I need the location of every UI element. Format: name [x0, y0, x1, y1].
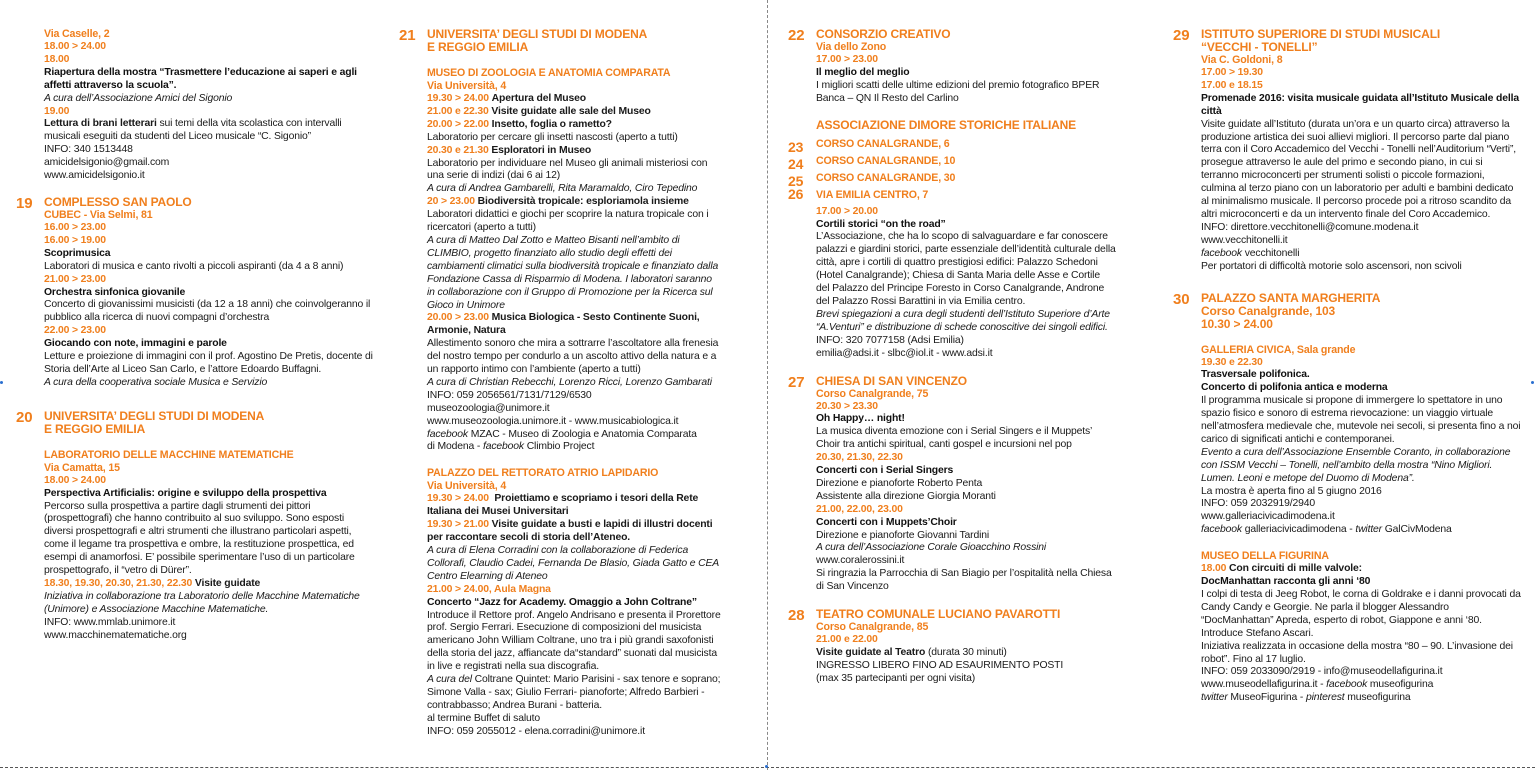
column-3: [788, 27, 1116, 699]
email-link[interactable]: emilia@adsi.it - slbc@iol.it - www.adsi.it: [816, 347, 993, 359]
time: 21.00 e 22.30: [427, 105, 489, 117]
venue-number: 29: [1173, 27, 1190, 44]
time: 19.30 e 22.30: [1201, 356, 1263, 368]
social-link[interactable]: GalCivModena: [1382, 524, 1452, 536]
event-text: (durata 30 minuti): [925, 647, 1007, 658]
social-label: pinterest: [1305, 692, 1345, 704]
event-text: Letture e proiezione di immagini con il prof. Agostino De Pretis, docente di Storia dell’Arte al Liceo San Carlo, e l’attore Edoardo Buffagni.: [44, 351, 373, 375]
event-text: Visite guidate all’Istituto (durata un’ora e un quarto circa) attraverso la produzione artistica dei suoi allievi migliori. Il percorso parte dal piano terra con il Coro Accademico del Vecchi - Tonelli nell’Auditorium “Verti”, prosegue attraverso le aule del primo e secondo piano, in cui si terranno microconcerti per strumenti solisti o piccole formazioni, culmina al terzo piano con un laboratorio per adulti e bambini dedicato al minimalismo musicale. Il percorso procede poi a ritroso scandito da altri microconcerti e da un intervento finale del Coro Accademico.: [1201, 118, 1517, 220]
time: 21.00, 22.00, 23.00: [816, 503, 903, 515]
event-title: Biodiversità tropicale: esploriamola insieme: [477, 196, 689, 208]
event-block-19: [16, 194, 374, 390]
time: 19.00: [44, 105, 70, 117]
event-title: Promenade 2016: visita musicale guidata all’Istituto Musicale della città: [1201, 92, 1519, 117]
social-label: twitter: [1355, 524, 1382, 536]
event-title: DocManhattan racconta gli anni ‘80: [1201, 576, 1371, 588]
venue-number: 23: [788, 138, 804, 155]
event-text: Laboratorio per cercare gli insetti nascosti (aperto a tutti): [427, 131, 678, 143]
web-link[interactable]: www.macchinematematiche.org: [44, 629, 187, 641]
sub-venue: LABORATORIO DELLE MACCHINE MATEMATICHE: [44, 448, 294, 461]
venue-address: CUBEC - Via Selmi, 81: [44, 208, 153, 221]
registration-dot-right: [1531, 381, 1534, 384]
sub-venue: PALAZZO DEL RETTORATO ATRIO LAPIDARIO: [427, 467, 659, 480]
venue-number: 19: [16, 194, 33, 212]
venue-number: 22: [788, 27, 805, 44]
event-title: Il meglio del meglio: [816, 66, 910, 78]
column-4: [1173, 27, 1521, 718]
time: 20.00 > 23.00: [427, 312, 489, 324]
event-text: Allestimento sonoro che mira a sottrarre l’ascoltatore alla frenesia del nostro tempo per condurlo a un ascolto attivo della natura e a un rapporto intimo con l’ambiente (aperto a tutti): [427, 338, 719, 376]
time: 19.30 > 21.00: [427, 519, 489, 531]
time: 18.30, 19.30, 20.30, 21.30, 22.30: [44, 578, 193, 589]
event-text: Per portatori di difficoltà motorie solo ascensori, non scivoli: [1201, 260, 1462, 272]
event-text: Iniziativa realizzata in occasione della mostra “80 – 90. L’invasione dei robot”. Fino al 17 luglio.: [1201, 640, 1513, 665]
venue-address: CORSO CANALGRANDE, 6: [816, 137, 950, 150]
venue-address: Corso Canalgrande, 85: [816, 621, 929, 634]
venue-address: Via C. Goldoni, 8: [1201, 54, 1283, 66]
event-title: Proiettiamo e scopriamo i tesori della Rete Italiana dei Musei Universitari: [427, 493, 699, 518]
event-title: Visite guidate al Teatro: [816, 647, 926, 658]
curator: A cura di Christian Rebecchi, Lorenzo Ricci, Lorenzo Gambarati: [427, 376, 712, 388]
event-title: Lettura di brani letterari: [44, 118, 157, 130]
venue-number: 30: [1173, 290, 1190, 308]
event-title: Con circuiti di mille valvole:: [1229, 563, 1362, 575]
info: INFO: 340 1513448: [44, 144, 133, 156]
sub-venue: MUSEO DI ZOOLOGIA E ANATOMIA COMPARATA: [427, 67, 671, 79]
event-block-30: [1173, 290, 1521, 538]
time: 19.30 > 24.00: [427, 93, 489, 104]
time: 18.00 > 24.00: [44, 41, 106, 52]
social-label: facebook: [1201, 247, 1242, 259]
venue-name: UNIVERSITA’ DEGLI STUDI DI MODENA: [427, 27, 648, 41]
event-title: Concerti con i Muppets’Choir: [816, 516, 957, 528]
email-link[interactable]: amicidelsigonio@gmail.com: [44, 157, 170, 169]
venue-address: CORSO CANALGRANDE, 30: [816, 171, 956, 184]
event-title: Visite guidate alle sale del Museo: [491, 105, 651, 117]
curator: A cura di Andrea Gambarelli, Rita Maramaldo, Ciro Tepedino: [427, 183, 698, 195]
registration-dot-bottom: [765, 765, 768, 768]
event-block-22: [788, 27, 1116, 106]
sub-venue: MUSEO DELLA FIGURINA: [1201, 550, 1329, 563]
venue-name: COMPLESSO SAN PAOLO: [44, 194, 192, 209]
curator: A cura dell’Associazione Corale Gioacchino Rossini: [816, 542, 1047, 554]
time: 19.30 > 24.00: [427, 493, 489, 505]
event-title: Concerto “Jazz for Academy. Omaggio a John Coltrane”: [427, 596, 697, 608]
event-text: Assistente alla direzione Giorgia Moranti: [816, 490, 996, 502]
venue-address: Corso Canalgrande, 75: [816, 387, 929, 400]
event-title: Esploratori in Museo: [491, 144, 592, 156]
event-title: Concerto di polifonia antica e moderna: [1201, 382, 1388, 394]
time: 16.00 > 19.00: [44, 234, 106, 246]
venue-number: 25: [788, 172, 804, 189]
event-text: Introduce il Rettore prof. Angelo Andrisano e presenta il Prorettore prof. Sergio Ferrari. Esecuzione di composizioni del musicista americano John William Coltrane, uno tra i più grandi saxofonisti della storia del jazz, affiancate da“standard” suonati dal musicista in live e registrati nella sua discografia.: [427, 609, 721, 673]
event-title: Insetto, foglia o rametto?: [491, 118, 612, 130]
social-label: facebook: [482, 441, 524, 453]
curator: Brevi spiegazioni a cura degli studenti dell’Istituto Superiore d’Arte “A.Venturi” e distribuzione di schede conoscitive dei singoli edifici.: [816, 308, 1110, 333]
venue-name: PALAZZO SANTA MARGHERITA: [1201, 290, 1381, 305]
social-link[interactable]: MuseoFigurina -: [1227, 692, 1306, 704]
event-text: I migliori scatti delle ultime edizioni del premio fotografico BPER Banca – QN Il Resto del Carlino: [816, 79, 1100, 104]
event-title: Concerti con i Serial Singers: [816, 465, 954, 477]
event-text: Concerto di giovanissimi musicisti (da 12 a 18 anni) che coinvolgeranno il pubblico alla ricerca di nuovi compagni d’orchestra: [44, 299, 371, 324]
event-block-27: [788, 373, 1116, 595]
time: 20 > 23.00: [427, 196, 475, 208]
venue-address: Corso Canalgrande, 103: [1201, 303, 1336, 318]
event-text: al termine Buffet di saluto: [427, 712, 541, 724]
info: INFO: 059 2055012 - elena.corradini@unimore.it: [427, 725, 645, 737]
venue-address: CORSO CANALGRANDE, 10: [816, 154, 956, 167]
venue-name: CONSORZIO CREATIVO: [816, 27, 951, 41]
info: INFO: 059 2032919/2940: [1201, 498, 1315, 510]
venue-name: CHIESA DI SAN VINCENZO: [816, 373, 967, 388]
venue-address: Via Camatta, 15: [44, 461, 120, 474]
info: INFO: 320 7077158 (Adsi Emilia): [816, 334, 964, 346]
web-link[interactable]: www.galleriacivicadimodena.it: [1201, 511, 1335, 523]
column-2: [399, 27, 722, 752]
event-text: La musica diventa emozione con i Serial Singers e il Muppets’ Choir tra antichi spiritual, canti gospel e incursioni nel pop: [816, 426, 1092, 451]
social-label: facebook: [1201, 524, 1242, 536]
time: 18.00: [1201, 563, 1227, 575]
event-title: Trasversale polifonica.: [1201, 369, 1310, 381]
social-label: twitter: [1201, 692, 1228, 704]
social-link[interactable]: Climbio Project: [523, 441, 595, 453]
social-label: facebook: [427, 428, 468, 440]
time: 17.00 > 20.00: [816, 205, 878, 217]
time: 16.00 > 23.00: [44, 221, 106, 233]
event-block-figurina: [1201, 550, 1521, 705]
web-link[interactable]: www.coralerossini.it: [816, 555, 905, 567]
event-text: Laboratorio per individuare nel Museo gli animali misteriosi con una serie di indizi (dai 6 ai 12): [427, 157, 708, 182]
fold-line-vertical: [767, 0, 768, 770]
curator: A cura del: [427, 674, 472, 686]
event-text: sui temi della vita scolastica con intervalli musicali eseguiti da studenti del Liceo musicale “C. Sigonio”: [44, 118, 342, 143]
web-link[interactable]: www.vecchitonelli.it: [1201, 234, 1288, 246]
event-block-sigonio: [44, 28, 374, 183]
venue-number: 24: [788, 155, 804, 172]
venue-number: 26: [788, 185, 804, 202]
venue-name: ISTITUTO SUPERIORE DI STUDI MUSICALI: [1201, 27, 1441, 41]
registration-dot-left: [0, 381, 3, 384]
venue-address: Via Università, 4: [427, 480, 507, 493]
event-title: Giocando con note, immagini e parole: [44, 338, 227, 350]
venue-name: UNIVERSITA’ DEGLI STUDI DI MODENA: [44, 408, 265, 423]
info: INFO: www.mmlab.unimore.it: [44, 616, 176, 628]
venue-address: VIA EMILIA CENTRO, 7: [816, 188, 929, 201]
venue-name: ASSOCIAZIONE DIMORE STORICHE ITALIANE: [816, 117, 1077, 132]
time: 17.00 > 23.00: [816, 54, 878, 65]
event-title: Orchestra sinfonica giovanile: [44, 286, 186, 298]
event-text: Coltrane Quintet: Mario Parisini - sax tenore e soprano; Simone Valla - sax; Giulio Ferrari- pianoforte; Alfredo Barbieri - contrabbasso; Andrea Burani - batteria.: [427, 674, 721, 711]
event-text: Percorso sulla prospettiva a partire dagli strumenti dei pittori (prospettografi) che hanno contribuito al suo sviluppo. Sono esposti diversi prospettografi e altri strumenti che illustrano particolari aspetti, come il legame tra prospettiva e ombre, la restituzione prospettica, ed esempi di anamorfosi. E’ possibile sperimentare l’uso di un particolare prospettografo, il “vetro di Dürer”.: [44, 500, 355, 577]
event-block-rettorato: [427, 467, 722, 738]
event-title: Riapertura della mostra “Trasmettere l’educazione ai saperi e agli affetti attraverso la scuola”.: [44, 66, 357, 91]
event-title: Apertura del Museo: [491, 93, 586, 104]
time: 21.00 > 24.00, Aula Magna: [427, 583, 551, 595]
event-block-29: [1173, 27, 1521, 274]
event-text: Laboratori di musica e canto rivolti a piccoli aspiranti (da 4 a 8 anni): [44, 260, 344, 272]
curator: Evento a cura dell’Associazione Ensemble Coranto, in collaborazione con ISSM Vecchi – Tonelli, nell’ambito della mostra “Nino Migliori. Lumen. Leoni e metope del Duomo di Modena”.: [1201, 446, 1511, 484]
social-link[interactable]: museofigurina: [1367, 679, 1434, 691]
curator: A cura della cooperativa sociale Musica e Servizio: [44, 376, 268, 388]
info: INFO: 059 2033090/2919 - info@museodellafigurina.it: [1201, 666, 1443, 678]
venue-number: 27: [788, 373, 805, 391]
time: 21.00 > 23.00: [44, 273, 106, 285]
social-link[interactable]: museofigurina: [1344, 692, 1411, 704]
curator: A cura di Elena Corradini con la collaborazione di Federica Collorafi, Claudio Cadei, Fernanda De Blasio, Giada Gatto e CEA Centro Elearning di Ateneo: [427, 545, 719, 582]
event-text: (max 35 partecipanti per ogni visita): [816, 672, 976, 684]
curator: Iniziativa in collaborazione tra Laboratorio delle Macchine Matematiche (Unimore) e Associazione Macchine Matematiche.: [44, 590, 360, 615]
venue-number: 28: [788, 607, 805, 625]
column-1: [16, 28, 374, 656]
time: 17.00 e 18.15: [1201, 79, 1263, 91]
time: 22.00 > 23.00: [44, 325, 106, 337]
event-text: Direzione e pianoforte Roberto Penta: [816, 477, 983, 489]
event-text: Laboratori didattici e giochi per scoprire la natura tropicale con i ricercatori (aperto a tutti): [427, 209, 709, 234]
venue-name: E REGGIO EMILIA: [427, 40, 529, 54]
event-block-21: [399, 27, 722, 454]
curator: A cura dell’Associazione Amici del Sigonio: [44, 92, 233, 104]
time: 10.30 > 24.00: [1201, 316, 1273, 331]
event-desc: [44, 118, 374, 144]
event-title: Musica Biologica - Sesto Continente Suoni, Armonie, Natura: [427, 312, 700, 337]
venue-name: “VECCHI - TONELLI”: [1201, 40, 1318, 54]
social-label: facebook: [1326, 679, 1368, 691]
time: 20.30 > 23.30: [816, 400, 878, 412]
venue-address: Via Caselle, 2: [44, 28, 110, 40]
venue-name: E REGGIO EMILIA: [44, 421, 146, 436]
event-text: INGRESSO LIBERO FINO AD ESAURIMENTO POSTI: [816, 659, 1064, 671]
info: INFO: 059 2056561/7131/7129/6530: [427, 389, 592, 401]
time: 20.30 e 21.30: [427, 144, 489, 156]
social-link[interactable]: galleriacivicadimodena -: [1241, 524, 1356, 536]
event-text: Direzione e pianoforte Giovanni Tardini: [816, 529, 990, 541]
event-text: Il programma musicale si propone di immergere lo spettatore in uno spazio fisico e sonoro di estrema rievocazione: un viaggio virtuale nell’atmosfera medievale che, mutevole nei secoli, si presenta fino a noi carico di significati antichi e contemporanei.: [1201, 395, 1521, 445]
event-block-20: [16, 408, 374, 643]
event-title: Perspectiva Artificialis: origine e sviluppo della prospettiva: [44, 487, 327, 499]
event-title: Visite guidate: [194, 578, 261, 589]
sub-venue: GALLERIA CIVICA, Sala grande: [1201, 343, 1356, 356]
event-text: I colpi di testa di Jeeg Robot, le corna di Goldrake e i danni provocati da Candy Candy e Georgie. Ne parla il blogger Alessandro “DocManhattan” Apreda, esperto di robot, Giappone e anni ‘80. Introduce Stefano Ascari.: [1201, 589, 1521, 639]
time: 17.00 > 19.30: [1201, 67, 1263, 78]
venue-name: TEATRO COMUNALE LUCIANO PAVAROTTI: [816, 607, 1061, 622]
web-link[interactable]: www.museozoologia.unimore.it - www.musicabiologica.it: [427, 415, 679, 427]
event-title: Visite guidate a busti e lapidi di illustri docenti per raccontare secoli di storia dell’Ateneo.: [427, 519, 713, 544]
event-text: Si ringrazia la Parrocchia di San Biagio per l’ospitalità nella Chiesa di San Vincenzo: [816, 568, 1112, 593]
venue-address: Via dello Zono: [816, 41, 887, 53]
event-block-28: [788, 607, 1116, 686]
social-link[interactable]: MZAC - Museo di Zoologia e Anatomia Comparata: [467, 428, 697, 440]
time: 18.00: [44, 53, 70, 65]
web-link[interactable]: www.museodellafigurina.it -: [1201, 679, 1327, 691]
social-link[interactable]: di Modena -: [427, 441, 483, 453]
event-text: La mostra è aperta fino al 5 giugno 2016: [1201, 485, 1382, 497]
curator: A cura di Matteo Dal Zotto e Matteo Bisanti nell’ambito di CLIMBIO, progetto finanziato allo studio degli effetti dei cambiamenti climatici sulla biodiversità tropicale e finanziato dalla Fondazione Cassa di Risparmio di Modena. I laboratori saranno in collaborazione con il Gruppo di Promozione per la Ricerca sul Gioco in Unimore: [427, 234, 719, 311]
venue-number: 21: [399, 27, 416, 44]
web-link[interactable]: www.amicidelsigonio.it: [44, 170, 145, 182]
time: 21.00 e 22.00: [816, 634, 878, 646]
venue-address: Via Università, 4: [427, 80, 507, 92]
time: 20.00 > 22.00: [427, 118, 489, 130]
event-title: Oh Happy… night!: [816, 413, 905, 425]
time: 20.30, 21.30, 22.30: [816, 452, 903, 464]
venue-number: 20: [16, 408, 33, 426]
info: INFO: direttore.vecchitonelli@comune.modena.it: [1201, 221, 1419, 233]
time: 18.00 > 24.00: [44, 474, 106, 486]
email-link[interactable]: museozoologia@unimore.it: [427, 402, 550, 414]
event-title: Scoprimusica: [44, 247, 111, 259]
social-link[interactable]: vecchitonelli: [1241, 247, 1300, 259]
event-block-adsi: [788, 117, 1116, 361]
event-title: Cortili storici “on the road”: [816, 218, 946, 230]
event-text: L’Associazione, che ha lo scopo di salvaguardare e far conoscere palazzi e giardini storici, parte essenziale dell’identità culturale della città, apre i cortili di quattro prestigiosi edifici: Palazzo Schedoni (Hotel Canalgrande); Chiesa di Santa Maria delle Asse e Cortile del Palazzo del Principe Foresto in Corso Canalgrande, Androne del Palazzo Rossi Barattini in via Emilia centro.: [816, 231, 1116, 307]
